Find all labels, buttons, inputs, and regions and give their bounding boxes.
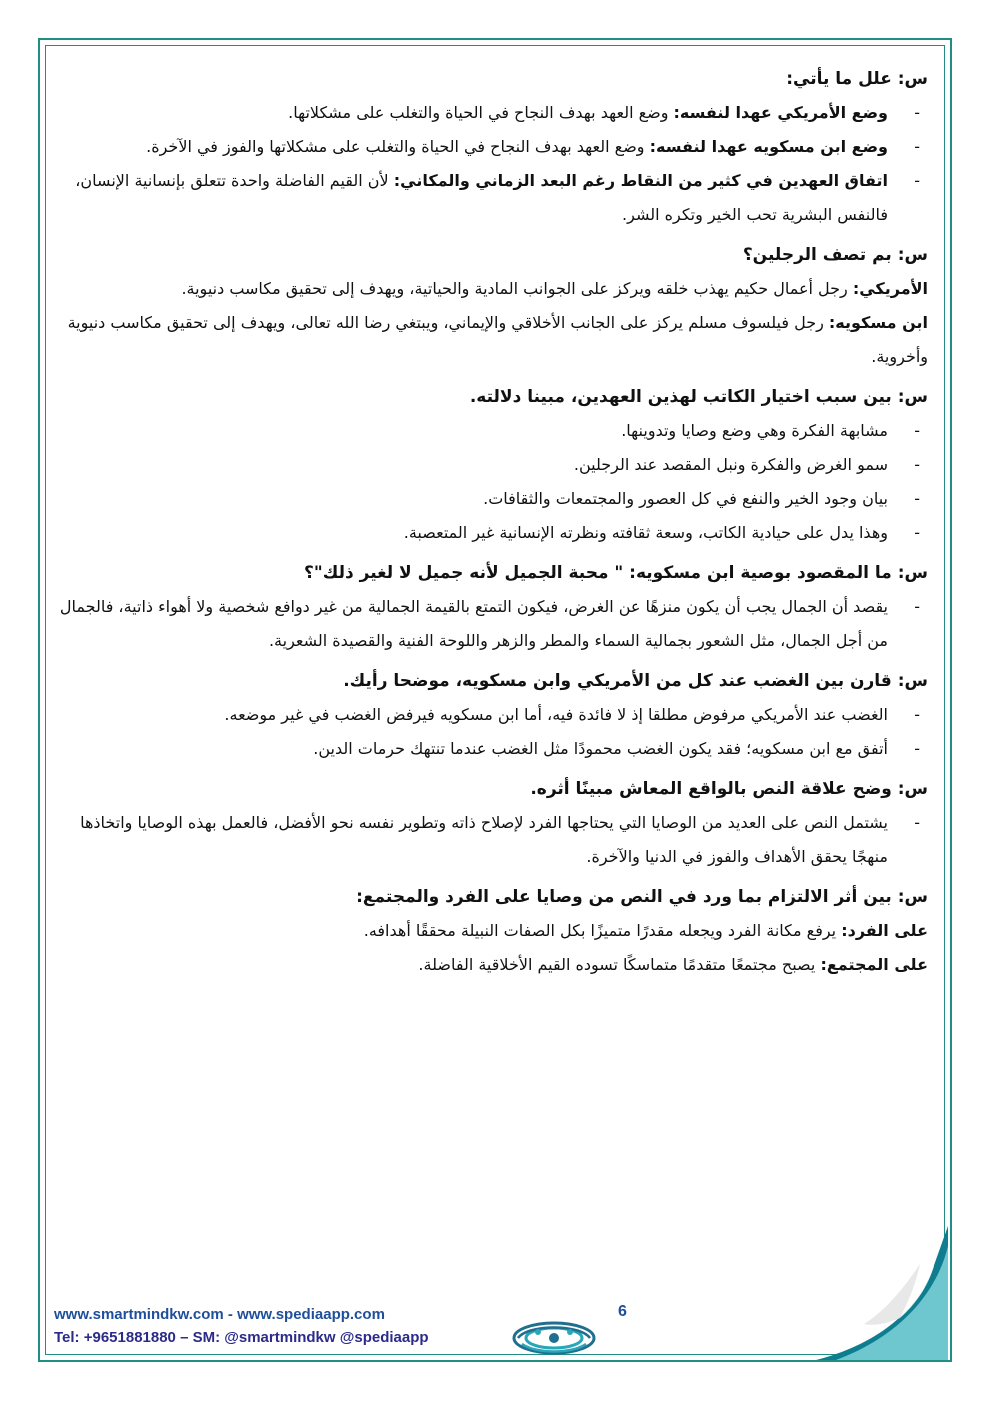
paragraph: [52, 272, 928, 306]
question-heading: س: قارن بين الغضب عند كل من الأمريكي وابن مسكويه، موضحا رأيك.: [343, 671, 928, 691]
item-text: أتفق مع ابن مسكويه؛ فقد يكون الغضب محمودًا مثل الغضب عندما تنتهك حرمات الدين.: [313, 739, 888, 758]
question-heading: س: وضح علاقة النص بالواقع المعاش مبينًا أثره.: [530, 779, 928, 799]
list-dash: -: [914, 523, 920, 542]
list-item: [52, 164, 928, 232]
list-dash: -: [914, 739, 920, 758]
item-text: يقصد أن الجمال يجب أن يكون منزهًا عن الغرض، فيكون التمتع بالقيمة الجمالية من غير دوافع شخصية ولا أهواء ذاتية، فالجمال من أجل الجمال، مثل الشعور بجمالية السماء والمطر والزهر واللوحة الفنية والقصيدة الشعرية.: [59, 597, 888, 650]
question-heading: س: ما المقصود بوصية ابن مسكويه: " محبة الجميل لأنه جميل لا لغير ذلك"؟: [304, 563, 928, 583]
item-text: يرفع مكانة الفرد ويجعله مقدرًا متميزًا بكل الصفات النبيلة محققًا أهدافه.: [363, 921, 842, 940]
page-curl-decoration: [816, 1226, 948, 1360]
list-dash: -: [914, 137, 920, 156]
question-heading: س: علل ما يأتي:: [786, 69, 928, 89]
list-dash: -: [914, 489, 920, 508]
list-item: [52, 448, 928, 482]
list-item: [52, 698, 928, 732]
item-text: رجل فيلسوف مسلم يركز على الجانب الأخلاقي والإيماني، ويبتغي رضا الله تعالى، ويهدف إلى تحقيق مكاسب دنيوية وأخروية.: [67, 313, 928, 366]
paragraph: [52, 914, 928, 948]
list-dash: -: [914, 813, 920, 832]
list-dash: -: [914, 597, 920, 616]
list-item: [52, 482, 928, 516]
item-term: على الفرد:: [841, 921, 928, 940]
item-text: بيان وجود الخير والنفع في كل العصور والمجتمعات والثقافات.: [483, 489, 888, 508]
list-dash: -: [914, 455, 920, 474]
footer-websites[interactable]: www.smartmindkw.com - www.spediaapp.com: [54, 1306, 385, 1323]
list-item: [52, 130, 928, 164]
item-term: وضع ابن مسكويه عهدا لنفسه:: [649, 137, 888, 156]
item-text: وضع العهد بهدف النجاح في الحياة والتغلب على مشكلاتها.: [288, 103, 674, 122]
list-item: [52, 732, 928, 766]
list-dash: -: [914, 705, 920, 724]
list-item: [52, 96, 928, 130]
item-text: وضع العهد بهدف النجاح في الحياة والتغلب على مشكلاتها والفوز في الآخرة.: [146, 137, 650, 156]
question-heading: س: بين أثر الالتزام بما ورد في النص من وصايا على الفرد والمجتمع:: [356, 887, 928, 907]
list-item: [52, 590, 928, 658]
paragraph: [52, 306, 928, 374]
paragraph: [52, 948, 928, 982]
item-term: ابن مسكويه:: [828, 313, 928, 332]
item-term: اتفاق العهدين في كثير من النقاط رغم البعد الزماني والمكاني:: [393, 171, 888, 190]
footer-contact-line: Tel: +9651881880 – SM: @smartmindkw @spediaapp: [54, 1329, 429, 1346]
item-text: وهذا يدل على حيادية الكاتب، وسعة ثقافته ونظرته الإنسانية غير المتعصبة.: [403, 523, 888, 542]
item-term: الأمريكي:: [852, 279, 928, 298]
brain-logo-icon: [508, 1316, 600, 1356]
footer-contact: [54, 1303, 429, 1349]
item-text: يصبح مجتمعًا متقدمًا متماسكًا تسوده القيم الأخلاقية الفاضلة.: [418, 955, 821, 974]
list-dash: -: [914, 103, 920, 122]
question-heading: س: بم تصف الرجلين؟: [742, 245, 928, 265]
question-heading: س: بين سبب اختيار الكاتب لهذين العهدين، مبينا دلالته.: [469, 387, 928, 407]
item-term: وضع الأمريكي عهدا لنفسه:: [673, 103, 888, 122]
list-item: [52, 806, 928, 874]
item-text: لأن القيم الفاضلة واحدة تتعلق بإنسانية الإنسان، فالنفس البشرية تحب الخير وتكره الشر.: [75, 171, 888, 224]
list-dash: -: [914, 171, 920, 190]
document-body: [52, 62, 928, 982]
list-dash: -: [914, 421, 920, 440]
item-text: يشتمل النص على العديد من الوصايا التي يحتاجها الفرد لإصلاح ذاته وتطوير نفسه نحو الأفضل، فالعمل بهذه الوصايا واتخاذها منهجًا يحقق الأهداف والفوز في الدنيا والآخرة.: [80, 813, 888, 866]
item-text: مشابهة الفكرة وهي وضع وصايا وتدوينها.: [621, 421, 888, 440]
list-item: [52, 414, 928, 448]
item-text: رجل أعمال حكيم يهذب خلقه ويركز على الجوانب المادية والحياتية، ويهدف إلى تحقيق مكاسب دنيوية.: [181, 279, 853, 298]
page-number: 6: [618, 1303, 627, 1320]
item-text: سمو الغرض والفكرة ونبل المقصد عند الرجلين.: [573, 455, 888, 474]
item-term: على المجتمع:: [820, 955, 928, 974]
item-text: الغضب عند الأمريكي مرفوض مطلقا إذ لا فائدة فيه، أما ابن مسكويه فيرفض الغضب في غير موضعه.: [224, 705, 888, 724]
list-item: [52, 516, 928, 550]
